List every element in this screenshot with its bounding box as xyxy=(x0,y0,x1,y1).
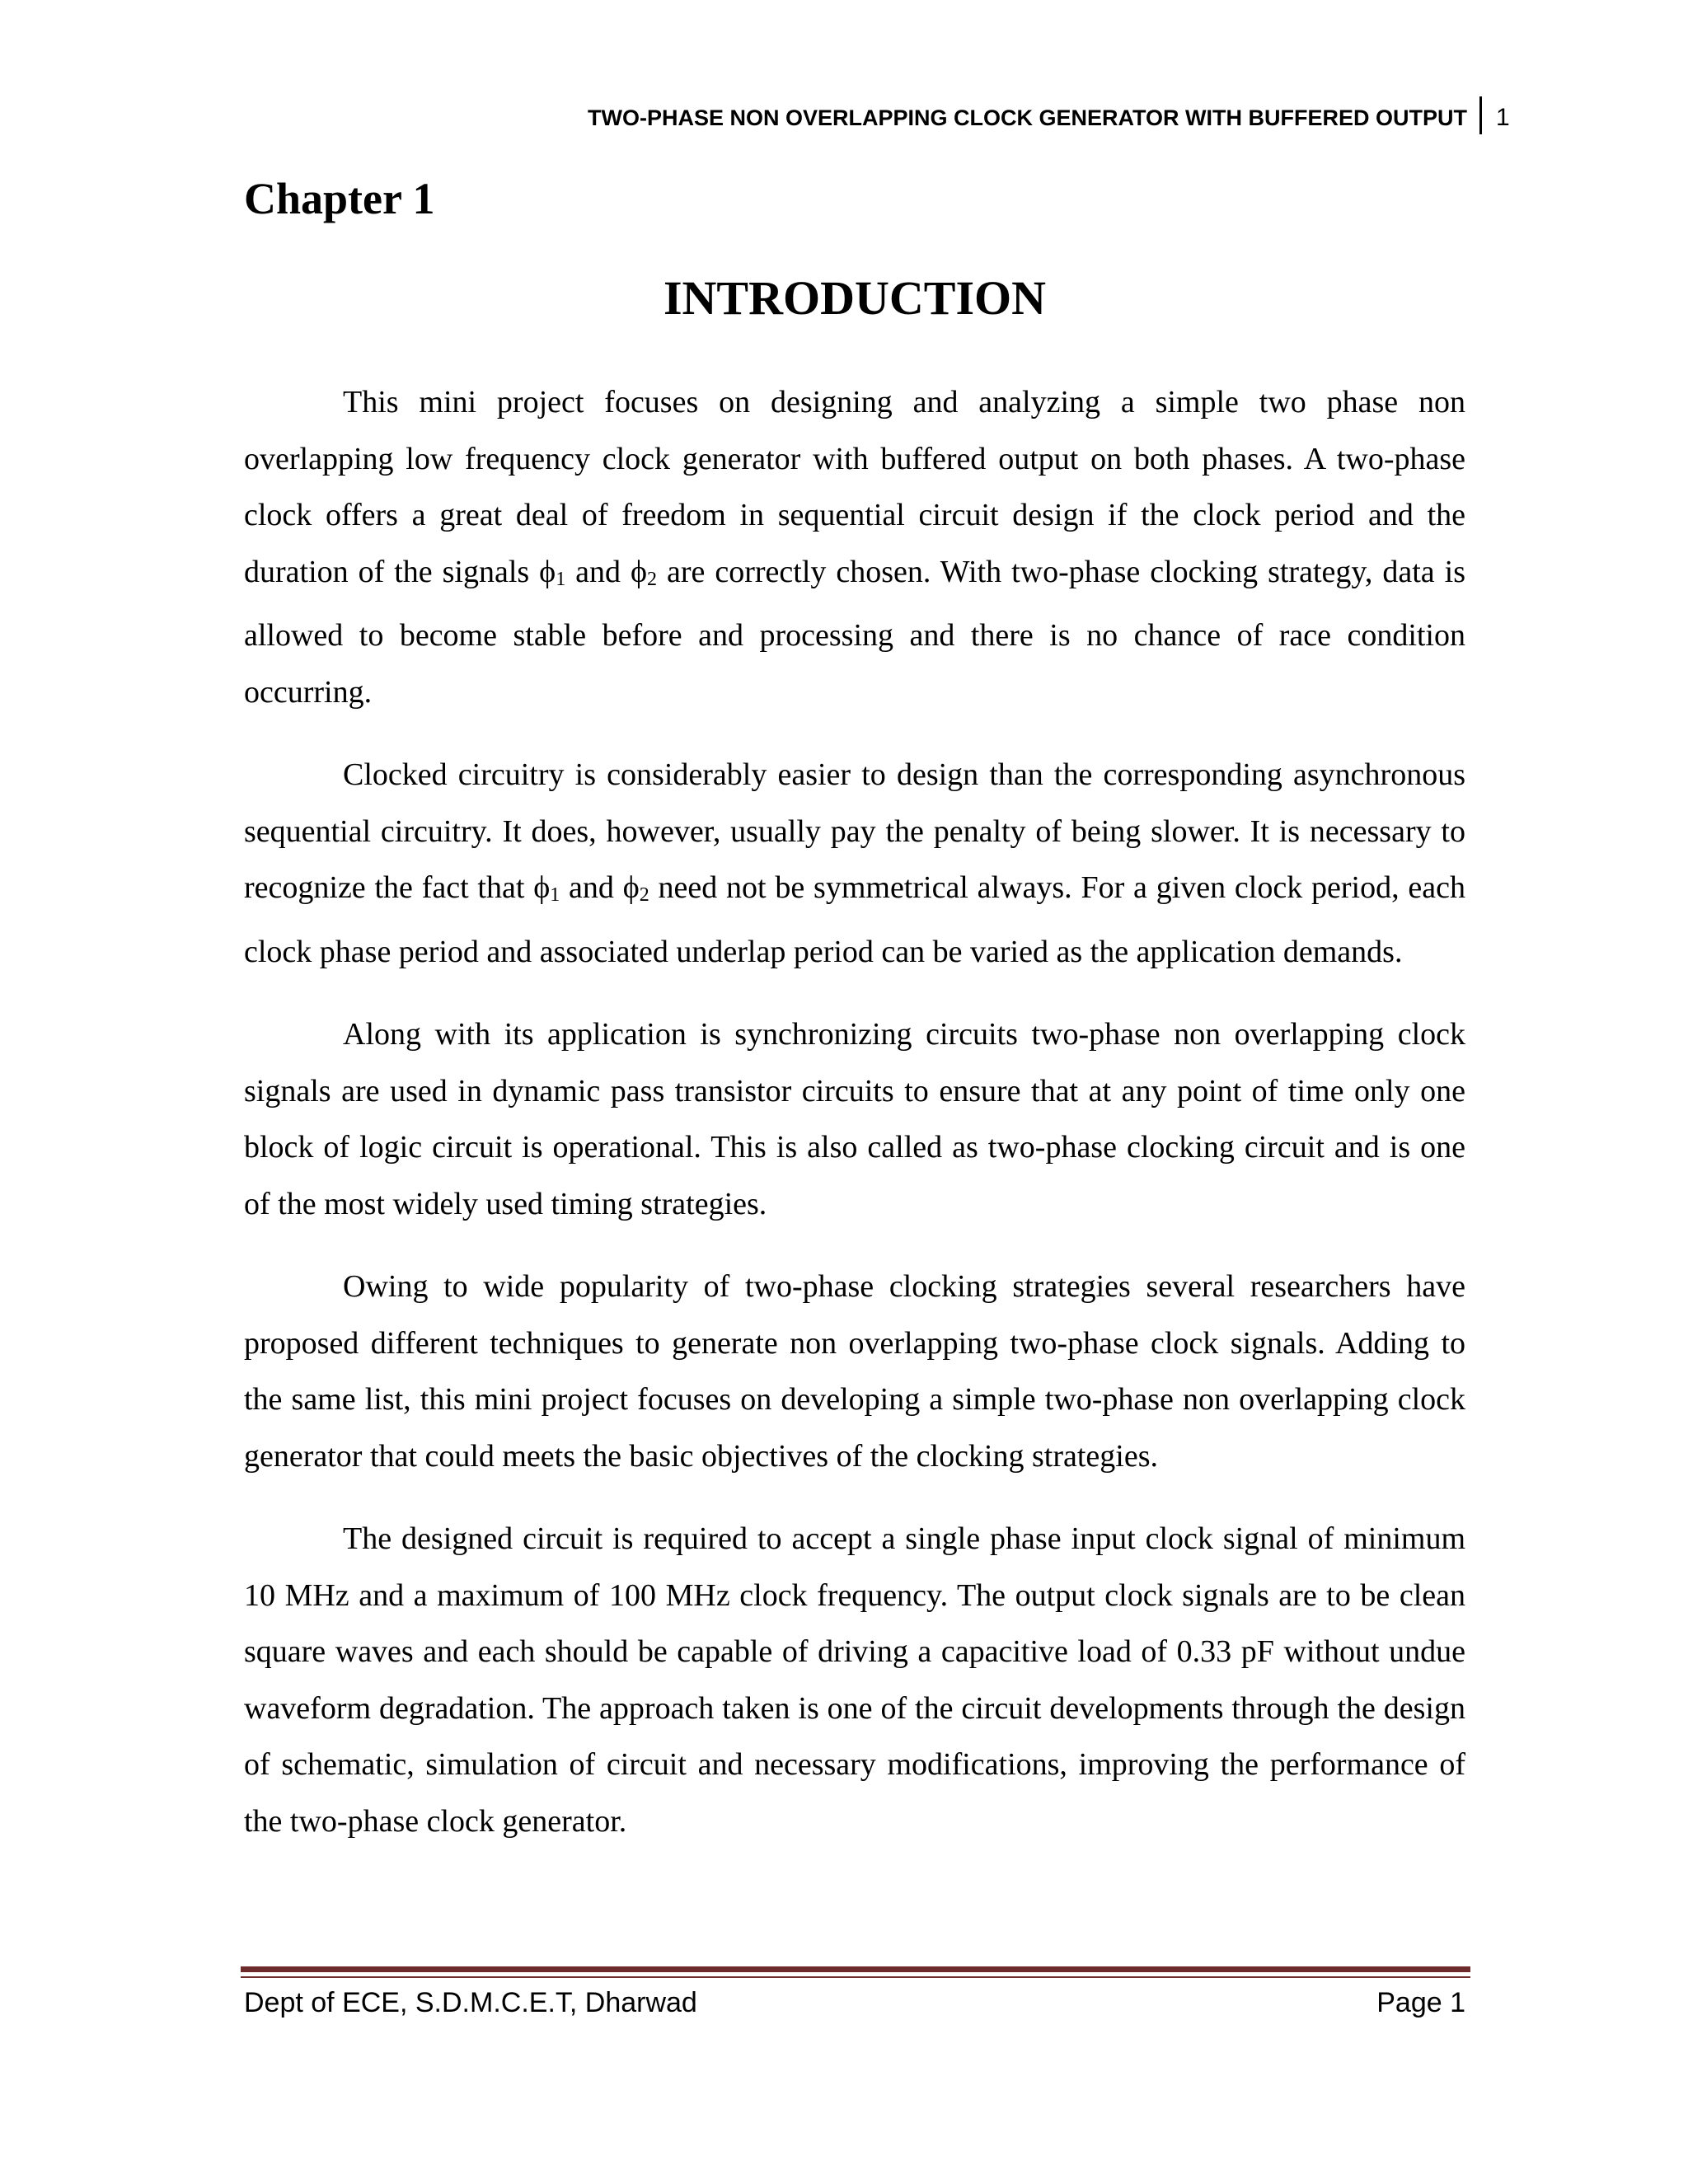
phi-subscript: 2 xyxy=(639,884,649,906)
footer-rule-thick xyxy=(241,1966,1470,1972)
phi-symbol: ϕ xyxy=(539,554,556,589)
phi-subscript: 1 xyxy=(550,884,560,906)
paragraph-1-text-b: and xyxy=(565,554,631,589)
paragraph-2-text-b: and xyxy=(560,870,623,905)
header-page-number: 1 xyxy=(1496,104,1510,131)
paragraph-2 xyxy=(244,747,1465,980)
phi-symbol: ϕ xyxy=(622,870,640,905)
footer-department: Dept of ECE, S.D.M.C.E.T, Dharwad xyxy=(244,1987,697,2018)
paragraph-4: Owing to wide popularity of two-phase clocking strategies several researchers have proposed different techniques to generate non overlapping two-phase clock signals. Adding to the same list, this mini project focuses on developing a simple two-phase non overlapping clock generator that could meets the basic objectives of the clocking strategies. xyxy=(244,1269,1465,1474)
header-divider xyxy=(1479,96,1482,134)
phi-subscript: 2 xyxy=(647,568,658,590)
footer-rule-thin xyxy=(241,1976,1470,1978)
running-header xyxy=(577,97,1467,138)
paragraph-2-text-c: need not be symmetrical always. For a given clock period, each clock phase period and associated underlap period can be varied as the application demands. xyxy=(244,870,1465,969)
paragraph-1-text-a: This mini project focuses on designing and analyzing a simple two phase non overlapping low frequency clock generator with buffered output on both phases. A two-phase clock offers a great deal of freedom in sequential circuit design if the clock period and the duration of the signals xyxy=(244,385,1465,589)
phi-symbol: ϕ xyxy=(631,554,648,589)
paragraph-2-text-a: Clocked circuitry is considerably easier to design than the corresponding asynchronous sequential circuitry. It does, however, usually pay the penalty of being slower. It is necessary to recognize the fact that xyxy=(244,757,1465,905)
running-header-title: TWO-PHASE NON OVERLAPPING CLOCK GENERATOR WITH BUFFERED OUTPUT xyxy=(587,105,1467,130)
paragraph-5: The designed circuit is required to accept a single phase input clock signal of minimum 10 MHz and a maximum of 100 MHz clock frequency. The output clock signals are to be clean square waves and each should be capable of driving a capacitive load of 0.33 pF without undue waveform degradation. The approach taken is one of the circuit developments through the design of schematic, simulation of circuit and necessary modifications, improving the performance of the two-phase clock generator. xyxy=(244,1521,1465,1839)
paragraph-1 xyxy=(244,374,1465,720)
phi-subscript: 1 xyxy=(556,568,566,590)
chapter-label: Chapter 1 xyxy=(244,174,435,223)
body-text xyxy=(244,374,1465,1876)
phi-symbol: ϕ xyxy=(533,870,551,905)
section-title: INTRODUCTION xyxy=(663,271,1047,325)
paragraph-3: Along with its application is synchronizing circuits two-phase non overlapping clock signals are used in dynamic pass transistor circuits to ensure that at any point of time only one block of logic circuit is operational. This is also called as two-phase clocking circuit and is one of the most widely used timing strategies. xyxy=(244,1017,1465,1221)
paragraph-1-text-c: are correctly chosen. With two-phase clocking strategy, data is allowed to become stable before and processing and there is no chance of race condition occurring. xyxy=(244,554,1465,710)
footer-page-label: Page 1 xyxy=(1376,1987,1465,2018)
